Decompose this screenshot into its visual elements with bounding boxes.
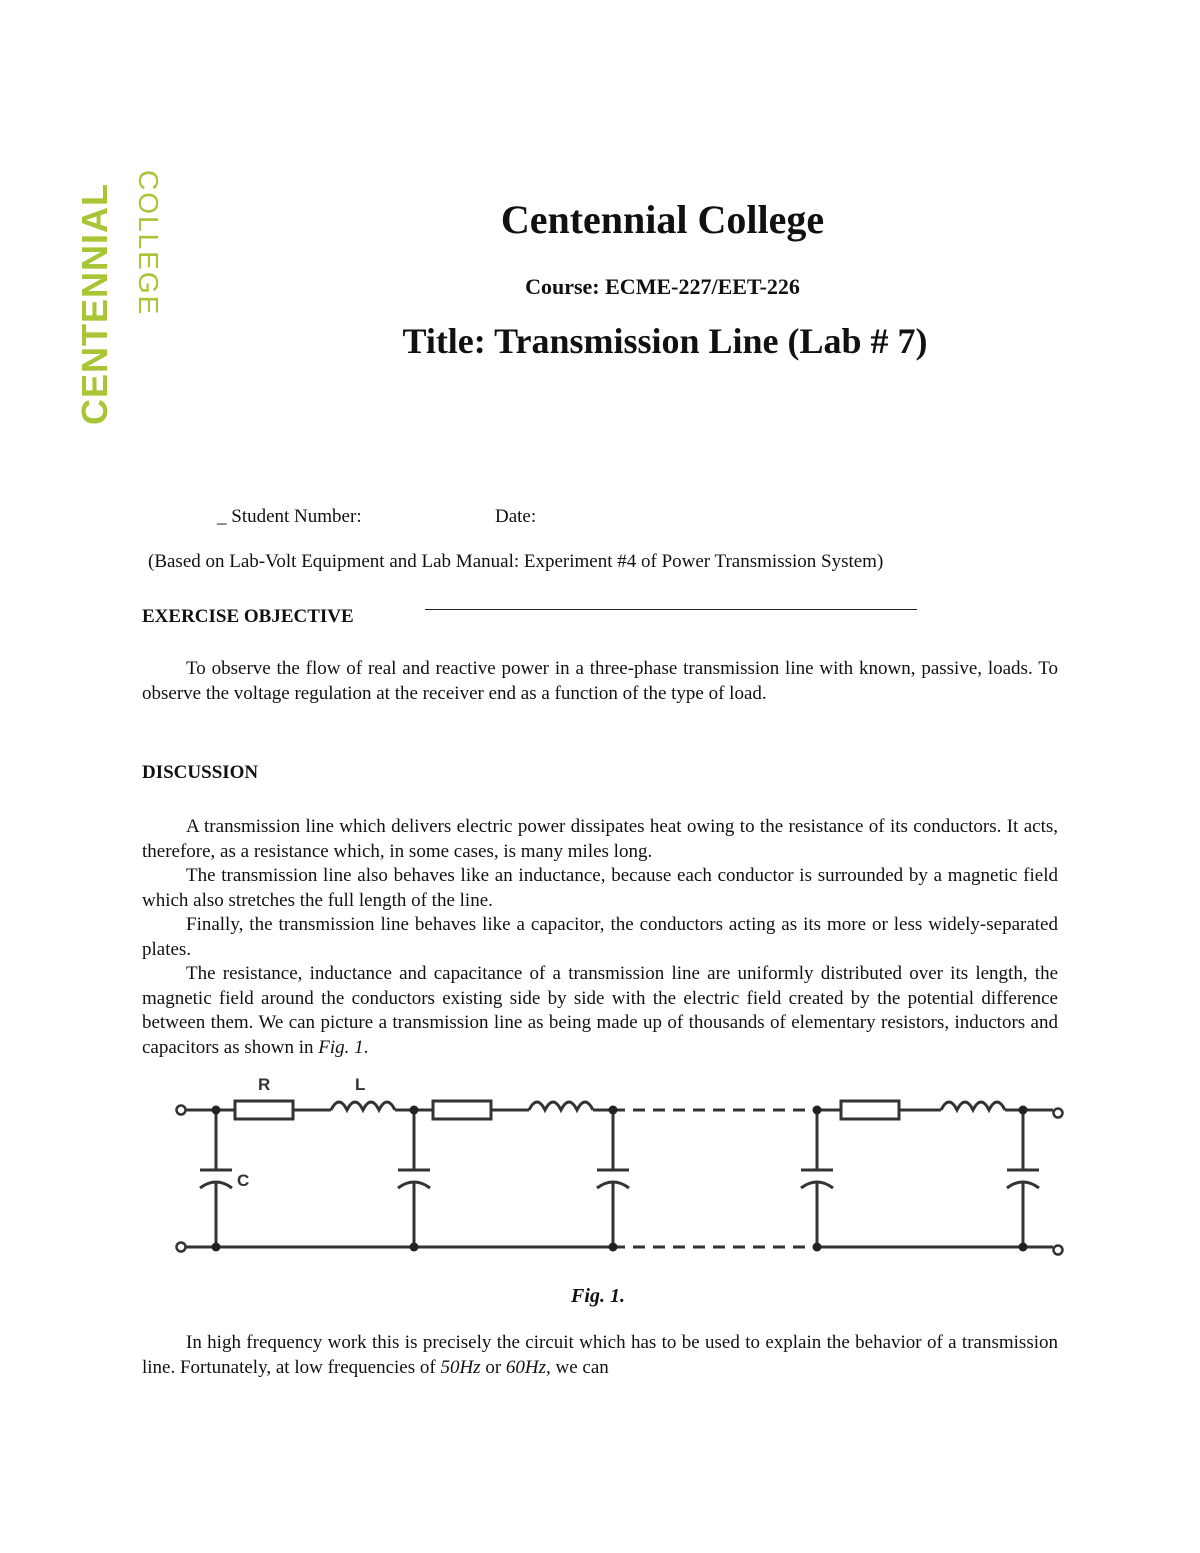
resistor-symbol bbox=[841, 1101, 899, 1119]
capacitor-symbol bbox=[398, 1110, 430, 1247]
junction-dot bbox=[212, 1243, 221, 1252]
junction-dot bbox=[212, 1106, 221, 1115]
capacitor-symbol bbox=[200, 1110, 232, 1247]
junction-dot bbox=[1019, 1106, 1028, 1115]
discussion-paragraph: A transmission line which delivers electric power dissipates heat owing to the resistance of its conductors. It acts, therefore, as a resistance which, in some cases, is many miles long. bbox=[142, 816, 1058, 862]
junction-dot bbox=[813, 1106, 822, 1115]
student-number-label: _ Student Number: bbox=[217, 506, 362, 527]
discussion-paragraph: The transmission line also behaves like an inductance, because each conductor is surrounded by a magnetic field which also stretches the full length of the line. bbox=[142, 865, 1058, 911]
inductor-symbol bbox=[529, 1102, 593, 1110]
inductor-symbol bbox=[941, 1102, 1005, 1110]
discussion-body bbox=[142, 815, 1058, 1060]
terminal-circle bbox=[177, 1106, 186, 1115]
institution-name: Centennial College bbox=[500, 197, 825, 242]
junction-dot bbox=[609, 1243, 618, 1252]
heading-rule bbox=[425, 609, 917, 610]
resistor-symbol bbox=[433, 1101, 491, 1119]
junction-dot bbox=[1019, 1243, 1028, 1252]
terminal-circle bbox=[177, 1243, 186, 1252]
discussion-paragraph: The resistance, inductance and capacitance of a transmission line are uniformly distributed over its length, the magnetic field around the conductors existing side by side with the electric field created by the potential difference between them. We can picture a transmission line as being made up of thousands of elementary resistors, inductors and capacitors as shown in Fig. 1. bbox=[142, 963, 1058, 1058]
capacitor-symbol bbox=[801, 1110, 833, 1247]
junction-dot bbox=[813, 1243, 822, 1252]
junction-dot bbox=[609, 1106, 618, 1115]
terminal-circle bbox=[1054, 1109, 1063, 1118]
inductor-symbol bbox=[331, 1102, 395, 1110]
capacitor-symbol bbox=[1007, 1110, 1039, 1247]
discussion-heading: DISCUSSION bbox=[142, 762, 259, 783]
junction-dot bbox=[410, 1243, 419, 1252]
course-code: Course: ECME-227/EET-226 bbox=[525, 274, 800, 299]
junction-dot bbox=[410, 1106, 419, 1115]
objective-text: To observe the flow of real and reactive power in a three-phase transmission line with known, passive, loads. To observe the voltage regulation at the receiver end as a function of the type of load. bbox=[142, 658, 1058, 704]
logo-wordmark-centennial: CENTENNIAL bbox=[74, 183, 115, 425]
continuation-paragraph: In high frequency work this is precisely the circuit which has to be used to explain the behavior of a transmission line. Fortunately, at low frequencies of 50Hz or 60Hz, we can bbox=[142, 1332, 1058, 1378]
figure-caption: Fig. 1. bbox=[571, 1285, 625, 1307]
objective-paragraph bbox=[142, 657, 1058, 706]
resistor-label: R bbox=[258, 1075, 271, 1094]
objective-heading: EXERCISE OBJECTIVE bbox=[142, 606, 354, 627]
capacitor-label: C bbox=[237, 1171, 250, 1190]
frequency-value: 50Hz bbox=[440, 1356, 481, 1378]
discussion-paragraph: Finally, the transmission line behaves like a capacitor, the conductors acting as its more or less widely-separated plates. bbox=[142, 914, 1058, 960]
document-title: Title: Transmission Line (Lab # 7) bbox=[402, 321, 928, 361]
transmission-line-circuit-diagram bbox=[165, 1072, 1075, 1272]
frequency-value: 60Hz, bbox=[505, 1356, 551, 1378]
inductor-label: L bbox=[355, 1075, 366, 1094]
logo-wordmark-college: COLLEGE bbox=[133, 170, 164, 317]
date-label: Date: bbox=[495, 506, 537, 527]
based-on-note: (Based on Lab-Volt Equipment and Lab Manual: Experiment #4 of Power Transmission System) bbox=[148, 551, 884, 572]
terminal-circle bbox=[1054, 1246, 1063, 1255]
resistor-symbol bbox=[235, 1101, 293, 1119]
figure-reference: Fig. 1 bbox=[318, 1036, 364, 1058]
capacitor-symbol bbox=[597, 1110, 629, 1247]
